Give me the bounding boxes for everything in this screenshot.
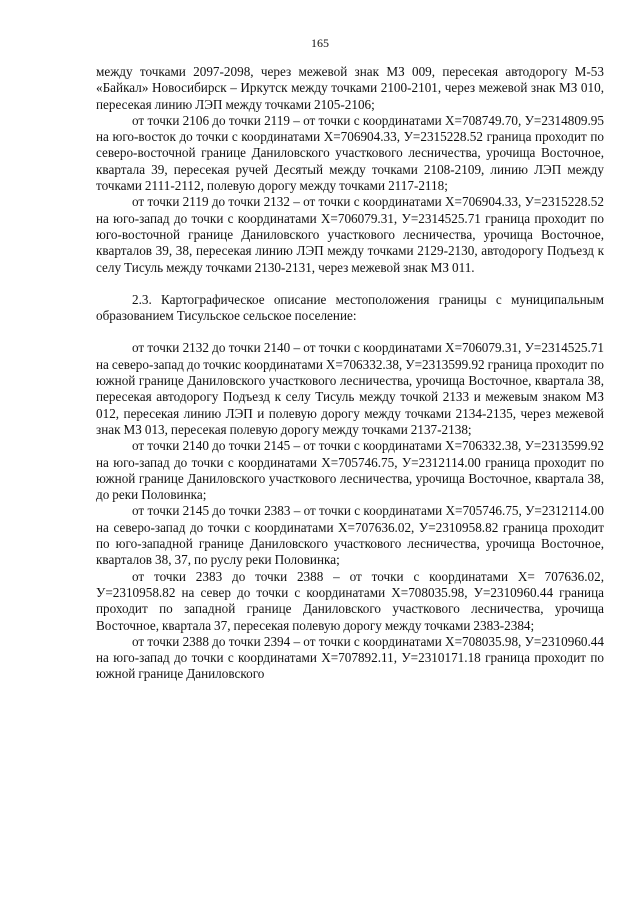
paragraph-points-2388-2394: от точки 2388 до точки 2394 – от точки с координатами Х=708035.98, У=2310960.44 на юго-запад до точки с координатами Х=707892.11, У=2310171.18 граница проходит по южной границе Даниловского [96, 633, 604, 682]
paragraph-points-2383-2388: от точки 2383 до точки 2388 – от точки с координатами Х= 707636.02, У=2310958.82 на север до точки с координатами Х=708035.98, У=2310960.44 граница проходит по западной границе Даниловского участкового лесничества, урочища Восточное, квартала 37, пересекая полевую дорогу между точками 2383-2384; [96, 568, 604, 633]
page-number: 165 [311, 36, 329, 50]
paragraph-points-2140-2145: от точки 2140 до точки 2145 – от точки с координатами Х=706332.38, У=2313599.92 на юго-запад до точки с координатами Х=705746.75, У=2312114.00 граница проходит по южной границе Даниловского участкового лесничества, урочища Восточное, квартала 38, до реки Половинка; [96, 438, 604, 503]
paragraph-continuation: между точками 2097-2098, через межевой знак МЗ 009, пересекая автодорогу М-53 «Байкал» Новосибирск – Иркутск между точками 2100-2101, через межевой знак МЗ 010, пересекая линию ЛЭП между точками 2105-2106; [96, 64, 604, 112]
page-body [96, 64, 604, 683]
section-heading-2-3: 2.3. Картографическое описание местоположения границы с муниципальным образованием Тисульское сельское поселение: [96, 291, 604, 324]
paragraph-points-2106-2119: от точки 2106 до точки 2119 – от точки с координатами Х=708749.70, У=2314809.95 на юго-восток до точки с координатами Х=706904.33, У=2315228.52 граница проходит по северо-восточной границе Даниловского участкового лесничества, урочища Восточное, квартала 39, пересекая ручей Десятый между точками 2108-2109, линию ЛЭП между точками 2111-2112, полевую дорогу между точками 2117-2118; [96, 112, 604, 194]
paragraph-points-2145-2383: от точки 2145 до точки 2383 – от точки с координатами Х=705746.75, У=2312114.00 на северо-запад до точки с координатами Х=707636.02, У=2310958.82 граница проходит по юго-западной границе Даниловского участкового лесничества, урочища Восточное, кварталов 38, 37, по руслу реки Половинка; [96, 503, 604, 568]
paragraph-points-2132-2140: от точки 2132 до точки 2140 – от точки с координатами Х=706079.31, У=2314525.71 на северо-запад до точкис координатами Х=706332.38, У=2313599.92 граница проходит по южной границе Даниловского участкового лесничества, урочища Восточное, квартала 38, пересекая автодорогу Подъезд к селу Тисуль между точкой 2133 и межевым знаком МЗ 012, пересекая линию ЛЭП и полевую дорогу между точками 2134-2135, через межевой знак МЗ 013, пересекая полевую дорогу между точками 2137-2138; [96, 340, 604, 437]
paragraph-points-2119-2132: от точки 2119 до точки 2132 – от точки с координатами Х=706904.33, У=2315228.52 на юго-запад до точки с координатами Х=706079.31, У=2314525.71 граница проходит по юго-восточной границе Даниловского участкового лесничества, урочища Восточное, кварталов 39, 38, пересекая линию ЛЭП между точками 2129-2130, автодорогу Подъезд к селу Тисуль между точками 2130-2131, через межевой знак МЗ 011. [96, 194, 604, 275]
